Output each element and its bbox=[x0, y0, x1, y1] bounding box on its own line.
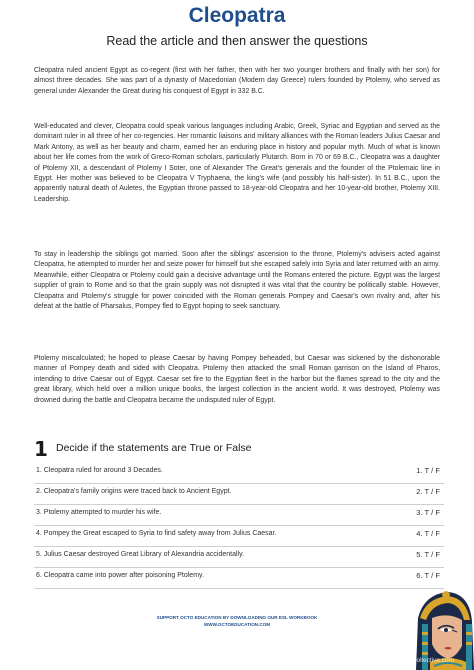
true-false-answer[interactable]: 6. T / F bbox=[416, 571, 440, 580]
statement-row bbox=[34, 547, 444, 568]
statement-row bbox=[34, 484, 444, 505]
statement-text: 1. Cleopatra ruled for around 3 Decades. bbox=[36, 467, 163, 474]
watermark: ISLCollective.com bbox=[402, 657, 455, 664]
footer-line-1: SUPPORT OCTO EDUCATION BY DOWNLOADING OUR ESL WORKBOOK bbox=[156, 615, 318, 620]
true-false-answer[interactable]: 4. T / F bbox=[416, 529, 440, 538]
exercise-number: 1 bbox=[34, 437, 48, 461]
true-false-answer[interactable]: 2. T / F bbox=[416, 487, 440, 496]
article-paragraph-3: To stay in leadership the siblings got married. Soon after the siblings' ascension to the throne, Ptolemy's advisers acted against Cleopatra, he attempted to murder her and seize power for himself but she escaped safely into Syria and later returned with an army. Meanwhile, either Cleopatra or Ptolemy could gain a decisive advantage until the Romans entered the picture. Egypt was the largest supplier of grain to Rome and so that the grain supply was not disrupted it was vital that the country be politically stable. However, Cleopatra and Ptolemy's struggle for power coincided with the Roman generals Pompey and Caesar's own rivalry and, after his defeat at the battle of Pharsalus, Pompey fled to Egypt hoping to seek sanctuary. bbox=[34, 251, 440, 311]
page-title: Cleopatra bbox=[188, 4, 286, 27]
statement-row bbox=[34, 505, 444, 526]
statement-row bbox=[34, 463, 444, 484]
statement-text: 3. Ptolemy attempted to murder his wife. bbox=[36, 509, 162, 516]
article-paragraph-4: Ptolemy miscalculated; he hoped to please Caesar by having Pompey beheaded, but Caesar was sickened by the dishonorable manner of Pompey death and sided with Cleopatra. Ptolemy then attacked the small Roman garrison on the Island of Pharos, intending to drive Caesar out of Egypt. Caesar set fire to the Egyptian fleet in the harbor but the flames spread to the city and the great library, which held over a million unique books, the largest collection in the ancient world. It was destroyed, Ptolemy was drowned during the battle and Cleopatra became the undisputed ruler of Egypt. bbox=[34, 355, 440, 404]
statement-text: 5. Julius Caesar destroyed Great Library of Alexandria accidentally. bbox=[36, 551, 245, 558]
article-paragraph-1: Cleopatra ruled ancient Egypt as co-regent (first with her father, then with her two younger brothers and finally with her son) for almost three decades. She was part of a dynasty of Macedonian (Modern day Greece) rulers founded by Ptolemy, who served as general under Alexander the Great during his conquest of Egypt in 332 B.C. bbox=[34, 67, 440, 95]
statement-text: 2. Cleopatra's family origins were traced back to Ancient Egypt. bbox=[36, 488, 232, 495]
footer-website-link[interactable]: WWW.OCTOEDUCATION.COM bbox=[203, 622, 271, 627]
statement-text: 4. Pompey the Great escaped to Syria to find safety away from Julius Caesar. bbox=[36, 530, 277, 537]
article-paragraph-2: Well-educated and clever, Cleopatra could speak various languages including Arabic, Greek, Syriac and Egyptian and served as the dominant ruler in all three of her co-regencies. Her romantic liaisons and military alliances with the Roman leaders Julius Caesar and Mark Antony, as well as her beauty and charm, earned her an enduring place in history and popular myth. Much of what is known about her life comes from the work of Greco-Roman scholars, particularly Plutarch. Born in 70 or 69 B.C., Cleopatra was a daughter of Ptolemy XII, a descendant of Ptolemy I Soter, one of Alexander The Great's generals and the founder of the Ptolemaic line in Egypt. Her mother was believed to be Cleopatra V Tryphaena, the king's wife (and possibly his half-sister). In 51 B.C., upon the apparently natural death of Auletes, the Egyptian throne passed to 18-year-old Cleopatra and her 10-year-old brother, Ptolemy XIII. Leadership. bbox=[34, 123, 440, 203]
exercise-instruction: Decide if the statements are True or False bbox=[56, 442, 252, 454]
statement-text: 6. Cleopatra came into power after poisoning Ptolemy. bbox=[36, 572, 204, 579]
statement-row bbox=[34, 568, 444, 589]
statement-row bbox=[34, 526, 444, 547]
true-false-answer[interactable]: 3. T / F bbox=[416, 508, 440, 517]
exercise-heading bbox=[34, 437, 440, 459]
page-subtitle: Read the article and then answer the questions bbox=[106, 34, 368, 48]
true-false-answer[interactable]: 1. T / F bbox=[416, 466, 440, 475]
true-false-answer[interactable]: 5. T / F bbox=[416, 550, 440, 559]
footer-promo bbox=[0, 614, 474, 628]
